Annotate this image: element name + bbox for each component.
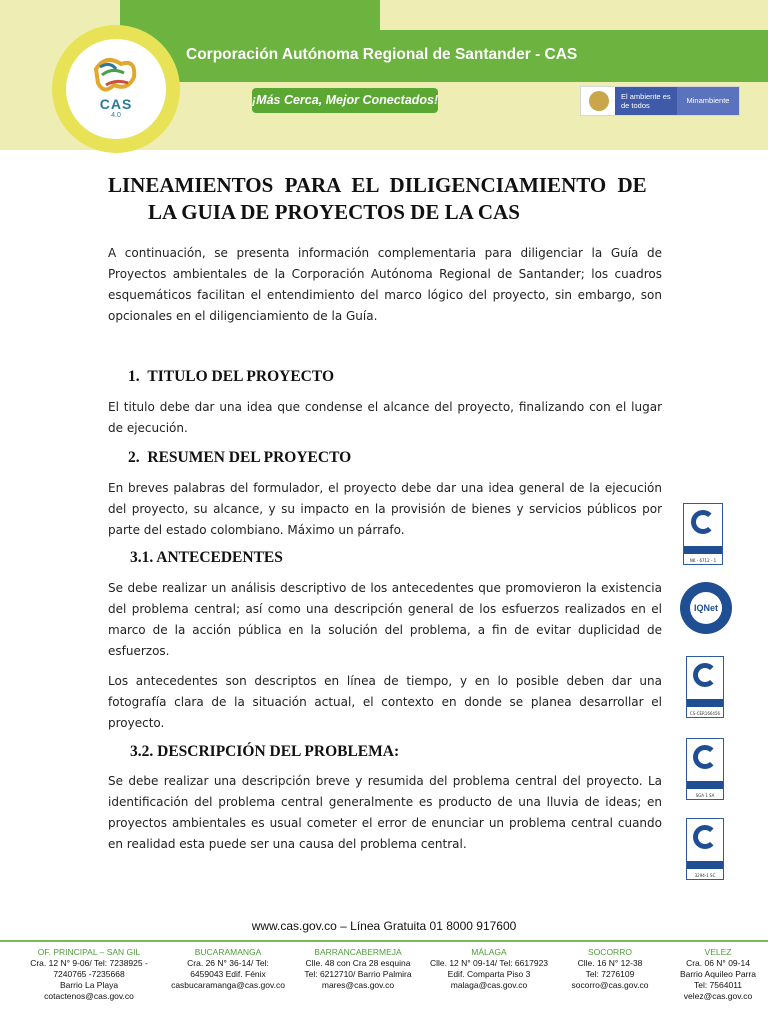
paragraph-descripcion: Se debe realizar una descripción breve y resumida del problema central del proyecto. La identificación del problema central generalmente es producto de una lluvia de ideas; en proyectos ambientales es usual cometer el error de enunciar un problema central cuando en realidad esta puede ser una causa del problema central.	[108, 774, 662, 851]
cert-code: CS-CER166456	[689, 711, 721, 716]
paragraph-titulo: El titulo debe dar una idea que condense el alcance del proyecto, finalizando con el lugar de ejecución.	[108, 400, 662, 435]
office-name: VELEZ	[704, 947, 732, 957]
office-line: Clle. 48 con Cra 28 esquina	[305, 958, 411, 968]
office-malaga	[424, 947, 554, 991]
title-line-1: LINEAMIENTOS PARA EL DILIGENCIAMIENTO DE	[108, 173, 647, 197]
icontec-icon	[691, 510, 715, 534]
title-line-2: LA GUIA DE PROYECTOS DE LA CAS	[148, 200, 520, 224]
office-line: cotactenos@cas.gov.co	[44, 991, 134, 1001]
office-socorro	[562, 947, 658, 991]
heading-resumen: 2. RESUMEN DEL PROYECTO	[128, 449, 352, 466]
coat-of-arms-icon	[589, 91, 609, 111]
office-line: Edif. Comparta Piso 3	[447, 969, 531, 979]
office-name: MÁLAGA	[471, 947, 507, 957]
cert-band	[687, 699, 723, 707]
office-line: 6459043 Edif. Fénix	[190, 969, 266, 979]
office-line: mares@cas.gov.co	[321, 980, 395, 990]
heading-descripcion: 3.2. DESCRIPCIÓN DEL PROBLEMA:	[130, 743, 400, 760]
gov-badge-left: El ambiente es de todos	[615, 87, 677, 115]
logo-version: 4.0	[111, 112, 121, 119]
government-badge	[580, 86, 740, 116]
office-name: OF. PRINCIPAL – SAN GIL	[37, 947, 141, 957]
heading-antecedentes: 3.1. ANTECEDENTES	[130, 549, 283, 566]
office-line: Cra. 12 N° 9-06/ Tel: 7238925 -	[30, 958, 148, 968]
gov-badge-right: Minambiente	[677, 87, 739, 115]
office-line: Tel: 6212710/ Barrio Palmira	[304, 969, 412, 979]
paragraph-resumen: En breves palabras del formulador, el proyecto debe dar una idea general de la ejecución del proyecto, su alcance, y su impacto en la provisión de bienes y servicios públicos por parte del estado colombiano. Máximo un párrafo.	[108, 481, 662, 537]
cert-code: SGA 1 SA	[695, 793, 715, 798]
office-line: Barrio La Playa	[59, 980, 119, 990]
office-name: BARRANCABERMEJA	[314, 947, 402, 957]
footer-divider	[0, 940, 768, 942]
heading-titulo: 1. TITULO DEL PROYECTO	[128, 368, 334, 385]
icontec-cert-badge	[683, 503, 723, 565]
cert-band	[687, 861, 723, 869]
cas-logo-icon	[66, 39, 166, 139]
office-line: malaga@cas.gov.co	[450, 980, 528, 990]
office-bucaramanga	[166, 947, 290, 991]
office-line: casbucaramanga@cas.gov.co	[171, 980, 285, 990]
cert-band	[684, 546, 722, 554]
office-barrancabermeja	[296, 947, 420, 991]
cert-code: 3294-1 SC	[694, 873, 716, 878]
footer-website: www.cas.gov.co – Línea Gratuita 01 8000 917600	[251, 919, 517, 933]
cert-code: NK - 6712 - 1	[689, 558, 717, 563]
office-line: 7240765 -7235668	[53, 969, 125, 979]
icontec-cert-badge	[686, 818, 724, 880]
office-line: Barrio Aquileo Parra	[679, 969, 757, 979]
office-line: Cra. 06 N° 09-14	[686, 958, 750, 968]
office-line: Clle. 16 N° 12-38	[577, 958, 643, 968]
office-line: Clle. 12 N° 09-14/ Tel: 6617923	[429, 958, 549, 968]
paragraph-antecedentes-2: Los antecedentes son descriptos en línea de tiempo, y en lo posible deben dar una fotografía clara de la situación actual, el contexto en donde se planea desarrollar el proyecto.	[108, 674, 662, 730]
cert-band	[687, 781, 723, 789]
office-san-gil	[20, 947, 158, 1002]
intro-paragraph: A continuación, se presenta información complementaria para diligenciar la Guía de Proyectos ambientales de la Corporación Autónoma Regional de Santander; los cuadros esquemáticos facilitan el entendimiento del marco lógico del proyecto, sin embargo, son opcionales en el diligenciamiento de la Guía.	[108, 246, 662, 323]
office-velez	[670, 947, 766, 1002]
icontec-icon	[693, 825, 717, 849]
iqnet-cert-badge	[680, 582, 732, 634]
org-title: Corporación Autónoma Regional de Santander - CAS	[186, 46, 578, 63]
office-line: socorro@cas.gov.co	[571, 980, 649, 990]
office-name: BUCARAMANGA	[194, 947, 262, 957]
cas-logo	[66, 39, 166, 139]
icontec-icon	[693, 663, 717, 687]
icontec-cert-badge	[686, 656, 724, 718]
office-name: SOCORRO	[588, 947, 632, 957]
paragraph-antecedentes-1: Se debe realizar un análisis descriptivo de los antecedentes que promovieron la existencia del problema central; así como una descripción general de los esfuerzos realizados en el marco de la acción pública en la solución del problema, a fin de evitar duplicidad de esfuerzos.	[108, 581, 662, 658]
office-line: Tel: 7276109	[585, 969, 635, 979]
office-line: velez@cas.gov.co	[683, 991, 753, 1001]
icontec-cert-badge	[686, 738, 724, 800]
document-title	[108, 172, 688, 226]
icontec-icon	[693, 745, 717, 769]
logo-text: CAS	[99, 96, 133, 112]
slogan-banner: ¡Más Cerca, Mejor Conectados!	[252, 88, 438, 113]
office-line: Tel: 7564011	[693, 980, 743, 990]
office-line: Cra. 26 N° 36-14/ Tel:	[187, 958, 269, 968]
iqnet-label: IQNet	[690, 592, 722, 624]
